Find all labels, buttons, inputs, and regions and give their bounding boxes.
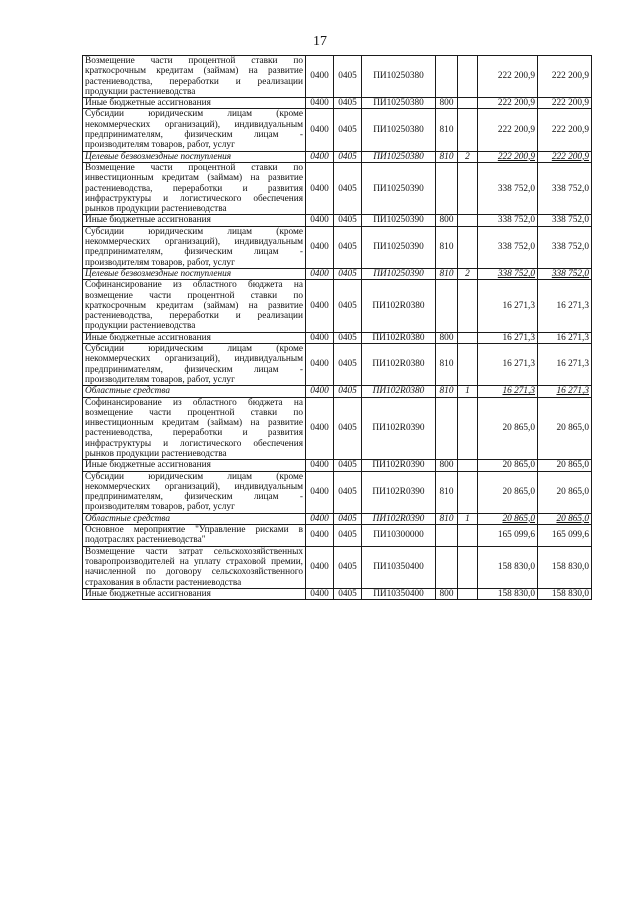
cell-subsection: 0405: [334, 332, 362, 343]
table-row: [83, 109, 592, 151]
cell-value-2: 222 200,9: [538, 151, 592, 162]
cell-value: 338 752,0: [478, 268, 538, 279]
cell-subsection: 0405: [334, 109, 362, 151]
cell-source: [458, 588, 478, 599]
cell-name: Софинансирование из областного бюджета на возмещение части процентной ставки по краткосрочным кредитам (займам) на развитие растениеводства, переработки и реализации продукции растениеводства: [83, 280, 306, 332]
page-number: 17: [313, 34, 327, 49]
cell-name: Иные бюджетные ассигнования: [83, 460, 306, 471]
cell-target-code: ПИ102R0380: [362, 332, 436, 343]
cell-value: 20 865,0: [478, 460, 538, 471]
table-row: [83, 588, 592, 599]
cell-subsection: 0405: [334, 397, 362, 460]
cell-section: 0400: [306, 471, 334, 513]
cell-value: 222 200,9: [478, 56, 538, 98]
cell-section: 0400: [306, 162, 334, 214]
cell-source: 2: [458, 268, 478, 279]
cell-value: 16 271,3: [478, 332, 538, 343]
cell-value: 158 830,0: [478, 546, 538, 588]
cell-name: Возмещение части процентной ставки по инвестиционным кредитам (займам) на развитие растениеводства, переработки и развития инфраструктуры и логистического обеспечения рынков продукции растениеводства: [83, 162, 306, 214]
cell-source: 1: [458, 386, 478, 397]
cell-name: Софинансирование из областного бюджета на возмещение части процентной ставки по инвестиционным кредитам (займам) на развитие растениеводства, переработки и развития инфраструктуры и логистического обеспечения рынков продукции растениеводства: [83, 397, 306, 460]
table-row: [83, 332, 592, 343]
budget-table: [82, 55, 592, 600]
cell-subsection: 0405: [334, 98, 362, 109]
table-row: [83, 513, 592, 524]
cell-expense-type: 800: [436, 215, 458, 226]
cell-value-2: 16 271,3: [538, 386, 592, 397]
cell-value: 338 752,0: [478, 226, 538, 268]
cell-expense-type: [436, 525, 458, 547]
cell-expense-type: 810: [436, 226, 458, 268]
cell-value: 20 865,0: [478, 471, 538, 513]
cell-value-2: 338 752,0: [538, 162, 592, 214]
cell-source: [458, 397, 478, 460]
table-row: [83, 151, 592, 162]
cell-source: [458, 460, 478, 471]
cell-subsection: 0405: [334, 226, 362, 268]
cell-name: Субсидии юридическим лицам (кроме некоммерческих организаций), индивидуальным предпринимателям, физическим лицам - производителям товаров, работ, услуг: [83, 226, 306, 268]
cell-value-2: 338 752,0: [538, 215, 592, 226]
cell-subsection: 0405: [334, 525, 362, 547]
cell-target-code: ПИ10350400: [362, 588, 436, 599]
cell-value-2: 158 830,0: [538, 546, 592, 588]
cell-target-code: ПИ10250380: [362, 98, 436, 109]
table-row: [83, 397, 592, 460]
cell-subsection: 0405: [334, 588, 362, 599]
cell-target-code: ПИ102R0380: [362, 280, 436, 332]
cell-name: Возмещение части затрат сельскохозяйственных товаропроизводителей на уплату страховой премии, начисленной по договору сельскохозяйственного страхования в области растениеводства: [83, 546, 306, 588]
cell-expense-type: 810: [436, 344, 458, 386]
cell-value-2: 222 200,9: [538, 56, 592, 98]
cell-source: [458, 98, 478, 109]
cell-value-2: 165 099,6: [538, 525, 592, 547]
cell-section: 0400: [306, 546, 334, 588]
table-row: [83, 471, 592, 513]
cell-target-code: ПИ10300000: [362, 525, 436, 547]
cell-value: 20 865,0: [478, 397, 538, 460]
cell-section: 0400: [306, 525, 334, 547]
cell-source: [458, 56, 478, 98]
cell-target-code: ПИ10250390: [362, 226, 436, 268]
cell-value: 338 752,0: [478, 215, 538, 226]
cell-value: 222 200,9: [478, 151, 538, 162]
cell-section: 0400: [306, 332, 334, 343]
cell-section: 0400: [306, 151, 334, 162]
cell-value: 338 752,0: [478, 162, 538, 214]
cell-section: 0400: [306, 109, 334, 151]
cell-value-2: 16 271,3: [538, 344, 592, 386]
cell-subsection: 0405: [334, 268, 362, 279]
cell-target-code: ПИ10350400: [362, 546, 436, 588]
cell-source: [458, 109, 478, 151]
cell-expense-type: [436, 56, 458, 98]
cell-value: 165 099,6: [478, 525, 538, 547]
cell-value-2: 20 865,0: [538, 460, 592, 471]
cell-target-code: ПИ10250390: [362, 268, 436, 279]
cell-name: Основное мероприятие "Управление рисками в подотраслях растениеводства": [83, 525, 306, 547]
cell-value: 16 271,3: [478, 386, 538, 397]
cell-target-code: ПИ10250380: [362, 56, 436, 98]
cell-subsection: 0405: [334, 386, 362, 397]
cell-expense-type: 810: [436, 471, 458, 513]
cell-source: 1: [458, 513, 478, 524]
cell-subsection: 0405: [334, 162, 362, 214]
cell-name: Иные бюджетные ассигнования: [83, 98, 306, 109]
cell-source: [458, 215, 478, 226]
cell-expense-type: 810: [436, 268, 458, 279]
cell-subsection: 0405: [334, 151, 362, 162]
cell-name: Иные бюджетные ассигнования: [83, 215, 306, 226]
table-row: [83, 226, 592, 268]
table-row: [83, 386, 592, 397]
cell-subsection: 0405: [334, 460, 362, 471]
cell-expense-type: 810: [436, 513, 458, 524]
cell-value-2: 20 865,0: [538, 513, 592, 524]
cell-expense-type: 800: [436, 98, 458, 109]
cell-section: 0400: [306, 397, 334, 460]
cell-target-code: ПИ102R0390: [362, 471, 436, 513]
cell-target-code: ПИ10250390: [362, 162, 436, 214]
cell-name: Субсидии юридическим лицам (кроме некоммерческих организаций), индивидуальным предпринимателям, физическим лицам - производителям товаров, работ, услуг: [83, 344, 306, 386]
table-row: [83, 162, 592, 214]
table-row: [83, 280, 592, 332]
cell-section: 0400: [306, 588, 334, 599]
cell-name: Целевые безвозмездные поступления: [83, 268, 306, 279]
cell-expense-type: [436, 280, 458, 332]
cell-source: 2: [458, 151, 478, 162]
cell-expense-type: 800: [436, 588, 458, 599]
cell-value-2: 338 752,0: [538, 268, 592, 279]
cell-target-code: ПИ102R0380: [362, 386, 436, 397]
cell-source: [458, 546, 478, 588]
table-row: [83, 268, 592, 279]
cell-section: 0400: [306, 98, 334, 109]
cell-target-code: ПИ102R0390: [362, 513, 436, 524]
cell-value-2: 16 271,3: [538, 332, 592, 343]
cell-expense-type: [436, 397, 458, 460]
cell-value: 20 865,0: [478, 513, 538, 524]
cell-name: Субсидии юридическим лицам (кроме некоммерческих организаций), индивидуальным предпринимателям, физическим лицам - производителям товаров, работ, услуг: [83, 109, 306, 151]
table-row: [83, 344, 592, 386]
cell-name: Возмещение части процентной ставки по краткосрочным кредитам (займам) на развитие растениеводства, переработки и реализации продукции растениеводства: [83, 56, 306, 98]
cell-expense-type: [436, 162, 458, 214]
cell-value: 222 200,9: [478, 98, 538, 109]
cell-name: Субсидии юридическим лицам (кроме некоммерческих организаций), индивидуальным предпринимателям, физическим лицам - производителям товаров, работ, услуг: [83, 471, 306, 513]
cell-source: [458, 332, 478, 343]
cell-expense-type: 810: [436, 109, 458, 151]
cell-expense-type: 800: [436, 332, 458, 343]
cell-name: Иные бюджетные ассигнования: [83, 588, 306, 599]
cell-value-2: 20 865,0: [538, 397, 592, 460]
cell-section: 0400: [306, 344, 334, 386]
table-row: [83, 98, 592, 109]
cell-source: [458, 471, 478, 513]
cell-section: 0400: [306, 268, 334, 279]
cell-expense-type: [436, 546, 458, 588]
cell-value-2: 20 865,0: [538, 471, 592, 513]
cell-value-2: 222 200,9: [538, 98, 592, 109]
cell-value: 16 271,3: [478, 344, 538, 386]
cell-target-code: ПИ10250390: [362, 215, 436, 226]
cell-source: [458, 280, 478, 332]
cell-subsection: 0405: [334, 280, 362, 332]
cell-subsection: 0405: [334, 513, 362, 524]
table-row: [83, 215, 592, 226]
cell-subsection: 0405: [334, 56, 362, 98]
table-row: [83, 546, 592, 588]
table-row: [83, 56, 592, 98]
cell-subsection: 0405: [334, 344, 362, 386]
cell-section: 0400: [306, 386, 334, 397]
cell-source: [458, 162, 478, 214]
cell-section: 0400: [306, 280, 334, 332]
cell-value: 158 830,0: [478, 588, 538, 599]
table-row: [83, 525, 592, 547]
cell-value-2: 338 752,0: [538, 226, 592, 268]
cell-value-2: 222 200,9: [538, 109, 592, 151]
cell-subsection: 0405: [334, 215, 362, 226]
cell-source: [458, 344, 478, 386]
cell-expense-type: 810: [436, 386, 458, 397]
cell-name: Целевые безвозмездные поступления: [83, 151, 306, 162]
cell-value-2: 16 271,3: [538, 280, 592, 332]
cell-value: 16 271,3: [478, 280, 538, 332]
cell-target-code: ПИ102R0390: [362, 460, 436, 471]
cell-name: Областные средства: [83, 386, 306, 397]
cell-source: [458, 226, 478, 268]
cell-subsection: 0405: [334, 546, 362, 588]
cell-value-2: 158 830,0: [538, 588, 592, 599]
cell-section: 0400: [306, 56, 334, 98]
cell-name: Областные средства: [83, 513, 306, 524]
cell-target-code: ПИ102R0380: [362, 344, 436, 386]
cell-subsection: 0405: [334, 471, 362, 513]
cell-name: Иные бюджетные ассигнования: [83, 332, 306, 343]
cell-section: 0400: [306, 513, 334, 524]
cell-target-code: ПИ10250380: [362, 109, 436, 151]
table-row: [83, 460, 592, 471]
cell-section: 0400: [306, 215, 334, 226]
cell-source: [458, 525, 478, 547]
cell-expense-type: 800: [436, 460, 458, 471]
cell-section: 0400: [306, 460, 334, 471]
cell-section: 0400: [306, 226, 334, 268]
cell-expense-type: 810: [436, 151, 458, 162]
cell-value: 222 200,9: [478, 109, 538, 151]
cell-target-code: ПИ10250380: [362, 151, 436, 162]
cell-target-code: ПИ102R0390: [362, 397, 436, 460]
